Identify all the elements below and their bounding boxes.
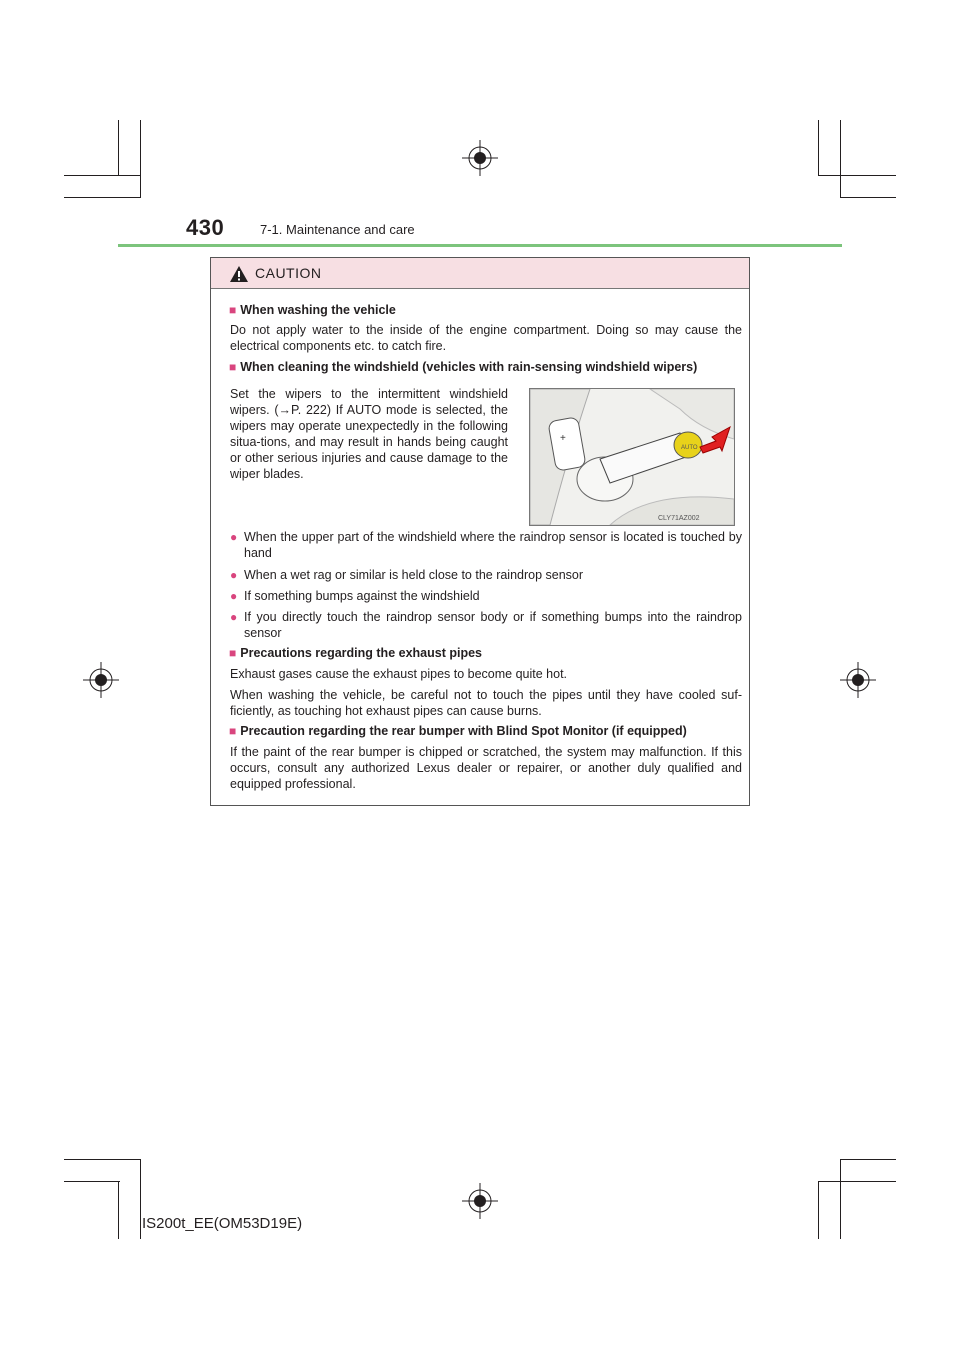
- caution-title: CAUTION: [255, 265, 322, 281]
- crop-mark: [64, 175, 140, 176]
- registration-mark-icon: [462, 140, 498, 176]
- caution-box: [210, 257, 750, 806]
- bullet-dot-icon: ●: [230, 530, 238, 544]
- caution-paragraph: If the paint of the rear bumper is chipped or scratched, the system may malfunction. If this occurs, consult any authorized Lexus dealer or repairer, or another duly qualified and equipped professional.: [230, 745, 742, 791]
- crop-mark: [64, 1181, 120, 1182]
- crop-mark: [140, 120, 141, 198]
- model-code: IS200t_EE(OM53D19E): [142, 1215, 303, 1232]
- crop-mark: [818, 1181, 819, 1239]
- list-item: [230, 529, 742, 563]
- bullet-dot-icon: ●: [230, 568, 238, 582]
- svg-text:+: +: [560, 433, 566, 444]
- caution-paragraph: When washing the vehicle, be careful not to touch the pipes until they have cooled suf-ficiently, as touching hot exhaust pipes can cause burns.: [230, 688, 742, 718]
- caution-heading: [229, 303, 396, 317]
- bullet-text: When a wet rag or similar is held close to the raindrop sensor: [244, 568, 584, 582]
- caution-paragraph: Exhaust gases cause the exhaust pipes to become quite hot.: [230, 667, 568, 681]
- caution-heading: [229, 360, 697, 374]
- crop-mark: [118, 1181, 119, 1239]
- bullet-text: If you directly touch the raindrop sensor body or if something bumps into the raindrop sensor: [244, 610, 742, 640]
- section-title: 7-1. Maintenance and care: [260, 222, 415, 237]
- crop-mark: [818, 175, 896, 176]
- square-bullet-icon: ■: [229, 646, 237, 660]
- crop-mark: [818, 120, 819, 176]
- caution-paragraph: Set the wipers to the intermittent windshield wipers. (→P. 222) If AUTO mode is selected, the wipers may operate unexpectedly in the following situa-tions, and may result in hands being caught or other serious injuries and cause damage to the wiper blades.: [230, 387, 508, 481]
- crop-mark: [118, 120, 119, 176]
- bullet-dot-icon: ●: [230, 589, 238, 603]
- bullet-dot-icon: ●: [230, 610, 238, 624]
- caution-heading: [229, 724, 687, 738]
- heading-text: Precautions regarding the exhaust pipes: [240, 646, 482, 660]
- image-caption: CLY71AZ002: [658, 515, 700, 522]
- registration-mark-icon: [83, 662, 119, 698]
- crop-mark: [64, 1159, 140, 1160]
- square-bullet-icon: ■: [229, 303, 237, 317]
- list-item: [230, 588, 742, 604]
- crop-mark: [64, 197, 140, 198]
- list-item: [230, 567, 742, 583]
- crop-mark: [840, 1159, 841, 1239]
- crop-mark: [840, 1159, 896, 1160]
- crop-mark: [818, 1181, 896, 1182]
- caution-heading: [229, 646, 482, 660]
- caution-header: [211, 258, 749, 289]
- wiper-switch-illustration: [529, 388, 735, 526]
- wiper-lever-icon: [530, 389, 734, 525]
- heading-text: When washing the vehicle: [240, 303, 396, 317]
- auto-knob-label: AUTO: [681, 445, 698, 451]
- square-bullet-icon: ■: [229, 360, 237, 374]
- registration-mark-icon: [840, 662, 876, 698]
- header-rule: [118, 244, 842, 247]
- bullet-text: If something bumps against the windshield: [244, 589, 480, 603]
- list-item: [230, 609, 742, 643]
- heading-text: Precaution regarding the rear bumper with Blind Spot Monitor (if equipped): [240, 724, 687, 738]
- heading-text: When cleaning the windshield (vehicles with rain-sensing windshield wipers): [240, 360, 698, 374]
- page-number: 430: [186, 215, 225, 240]
- registration-mark-icon: [462, 1183, 498, 1219]
- warning-triangle-icon: [229, 265, 249, 283]
- bullet-text: When the upper part of the windshield where the raindrop sensor is located is touched by hand: [244, 530, 742, 560]
- crop-mark: [840, 120, 841, 198]
- crop-mark: [140, 1159, 141, 1239]
- crop-mark: [840, 197, 896, 198]
- square-bullet-icon: ■: [229, 724, 237, 738]
- caution-paragraph: Do not apply water to the inside of the engine compartment. Doing so may cause the electrical components etc. to catch fire.: [230, 323, 742, 353]
